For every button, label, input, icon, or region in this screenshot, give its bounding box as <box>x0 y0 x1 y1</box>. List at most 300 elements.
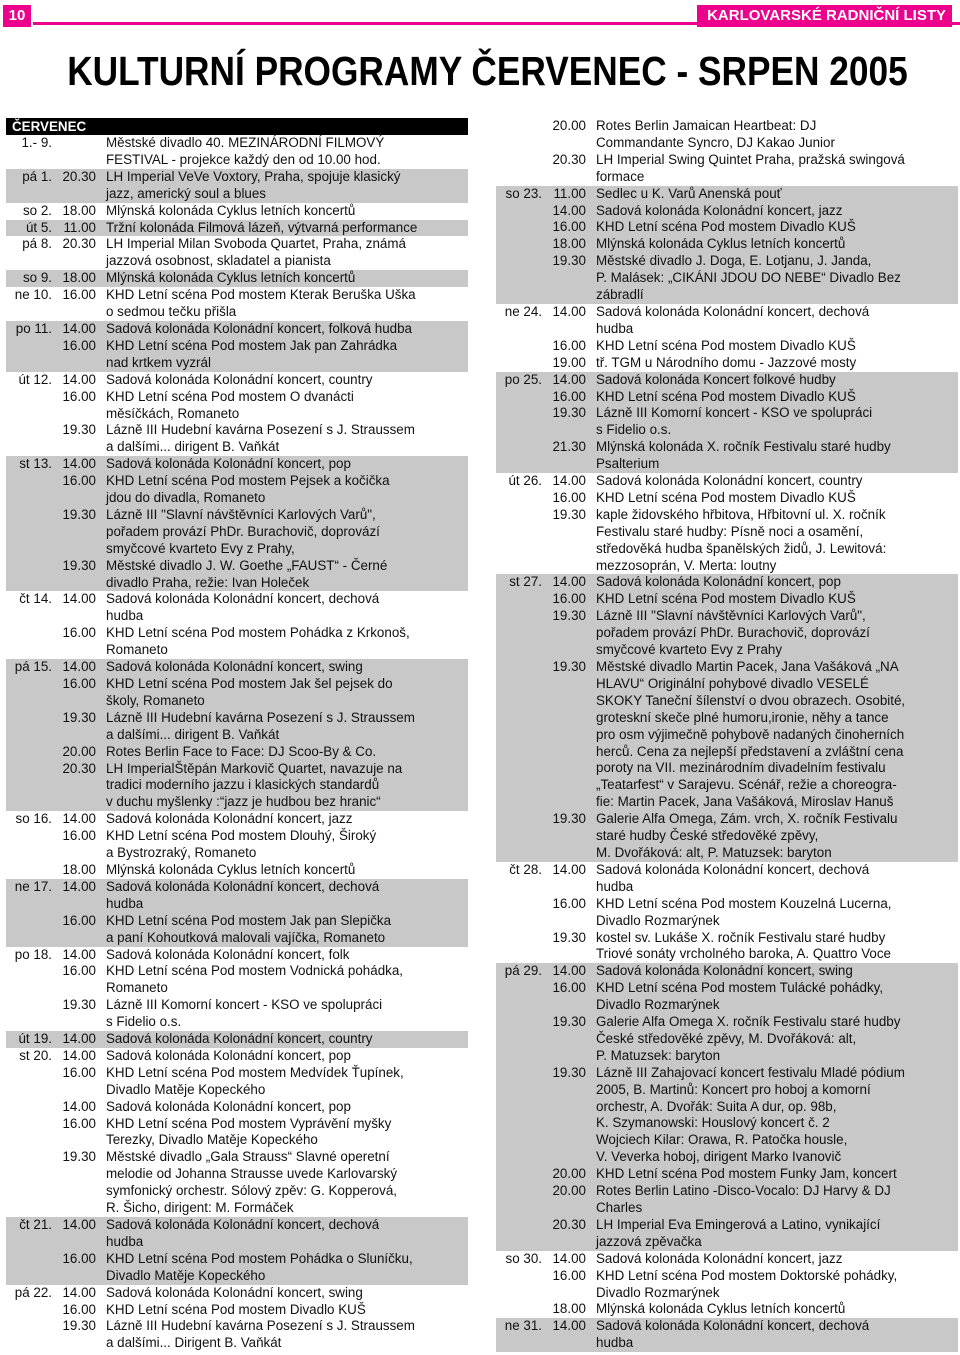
program-day <box>496 355 546 372</box>
program-time: 14.00 <box>62 946 96 962</box>
program-day: so 16. <box>15 811 52 827</box>
program-row <box>496 997 958 1014</box>
program-text: KHD Letní scéna Pod mostem Dlouhý, Široký <box>106 828 377 844</box>
program-row <box>496 321 958 338</box>
program-time <box>56 439 106 456</box>
program-row <box>496 1048 958 1065</box>
program-day <box>6 1251 56 1268</box>
program-text: Sadová kolonáda Kolonádní koncert, dechová <box>106 1217 380 1232</box>
program-row <box>6 1285 468 1302</box>
program-time: 14.00 <box>62 878 96 894</box>
program-time <box>546 422 596 439</box>
program-time <box>546 845 596 862</box>
program-time: 16.00 <box>62 963 96 979</box>
program-row <box>496 727 958 744</box>
program-row <box>6 845 468 862</box>
program-text: Mlýnská kolonáda Cyklus letních koncertů <box>106 270 356 286</box>
program-text: Mlýnská kolonáda Cyklus letních koncertů <box>596 1301 846 1317</box>
right-column <box>496 118 958 1352</box>
program-row <box>496 1200 958 1217</box>
program-day <box>496 896 546 913</box>
program-day <box>496 980 546 997</box>
program-day <box>496 405 546 422</box>
program-day <box>6 1318 56 1335</box>
program-day: so 30. <box>505 1250 542 1266</box>
program-time: 16.00 <box>552 591 586 607</box>
program-day: st 13. <box>19 456 52 472</box>
program-text: Triové sonáty vrcholného baroka, A. Quattro Voce <box>596 946 892 962</box>
program-day <box>6 845 56 862</box>
program-row <box>496 1014 958 1031</box>
program-time <box>546 760 596 777</box>
program-time: 19.30 <box>62 997 96 1013</box>
program-row <box>496 473 958 490</box>
program-day <box>6 980 56 997</box>
program-time: 19.30 <box>552 811 586 827</box>
program-text: Sadová kolonáda Kolonádní koncert, swing <box>106 1284 363 1300</box>
program-time: 14.00 <box>552 1318 586 1334</box>
program-day <box>6 710 56 727</box>
program-row <box>6 236 468 253</box>
program-day <box>6 541 56 558</box>
program-day <box>6 693 56 710</box>
program-row <box>496 1318 958 1335</box>
program-text: a Bystrozraký, Romaneto <box>106 845 257 861</box>
program-text: Divadlo Rozmarýnek <box>596 1284 720 1300</box>
program-row <box>6 1217 468 1234</box>
program-time: 16.00 <box>62 473 96 489</box>
program-row <box>496 659 958 676</box>
publication-name: KARLOVARSKÉ RADNIČNÍ LISTY <box>697 5 952 27</box>
program-text: Divadlo Rozmarýnek <box>596 997 720 1013</box>
program-text: orchestr, A. Dvořák: Suita A dur, op. 98b, <box>596 1098 837 1114</box>
program-text: „Teatarfest“ v Sarajevu. Scénář, režie a choreogra- <box>596 777 897 793</box>
program-row <box>496 1132 958 1149</box>
program-day <box>496 203 546 220</box>
program-text: poroty na VII. mezinárodním divadelním festivalu <box>596 760 886 776</box>
program-day <box>6 1082 56 1099</box>
program-text: Rotes Berlin Latino -Disco-Vocalo: DJ Harvy & DJ <box>596 1183 891 1199</box>
program-row <box>6 490 468 507</box>
header-bar <box>0 0 960 38</box>
program-day <box>496 625 546 642</box>
program-time <box>56 1014 106 1031</box>
program-text: KHD Letní scéna Pod mostem Pohádka o Sluníčku, <box>106 1250 413 1266</box>
program-text: KHD Letní scéna Pod mostem Kterak Beruška Uška <box>106 287 416 303</box>
program-time <box>56 794 106 811</box>
program-row <box>496 1217 958 1234</box>
program-row <box>6 761 468 778</box>
program-day <box>496 1268 546 1285</box>
program-text: středověká hudba španělských židů, J. Lewitová: <box>596 540 887 556</box>
program-day <box>496 710 546 727</box>
program-text: pořadem provází PhDr. Burachovič, doprovází <box>596 625 870 641</box>
program-text: Divadlo Rozmarýnek <box>596 912 720 928</box>
program-time <box>56 727 106 744</box>
page-number: 10 <box>3 5 31 27</box>
program-time <box>546 1335 596 1352</box>
program-text: Sadová kolonáda Kolonádní koncert, swing <box>106 659 363 675</box>
program-time <box>546 744 596 761</box>
program-day <box>6 744 56 761</box>
program-day <box>496 1082 546 1099</box>
program-day <box>496 389 546 406</box>
program-row <box>6 1318 468 1335</box>
program-text: KHD Letní scéna Pod mostem Funky Jam, koncert <box>596 1166 897 1182</box>
program-time <box>546 270 596 287</box>
program-time <box>546 1031 596 1048</box>
program-row <box>496 896 958 913</box>
program-day: ne 31. <box>504 1318 542 1334</box>
program-row <box>6 591 468 608</box>
program-text: Lázně III "Slavní návštěvníci Karlových Varů", <box>596 608 866 624</box>
program-row <box>6 930 468 947</box>
program-day <box>496 1301 546 1318</box>
program-day <box>496 828 546 845</box>
program-day <box>496 236 546 253</box>
program-time: 19.30 <box>552 929 586 945</box>
program-text: mezzosoprán, V. Merta: loutny <box>596 557 777 573</box>
program-time <box>56 1200 106 1217</box>
program-text: LH ImperialŠtěpán Markovič Quartet, navazuje na <box>106 760 403 776</box>
program-day: 1.- 9. <box>21 135 52 150</box>
left-column <box>6 118 468 1352</box>
program-row <box>496 1183 958 1200</box>
program-row <box>496 1115 958 1132</box>
program-text: KHD Letní scéna Pod mostem Pejsek a kočička <box>106 473 390 489</box>
program-time <box>546 456 596 473</box>
program-time <box>546 625 596 642</box>
program-day <box>496 727 546 744</box>
program-time: 14.00 <box>62 320 96 336</box>
program-text: KHD Letní scéna Pod mostem Jak pan Zahrádka <box>106 337 398 353</box>
program-row <box>496 1065 958 1082</box>
program-time: 19.30 <box>552 253 586 269</box>
program-time <box>546 1132 596 1149</box>
program-row <box>6 135 468 152</box>
program-text: Tržní kolonáda Filmová lázeň, výtvarná performance <box>106 219 418 235</box>
program-text: KHD Letní scéna Pod mostem Divadlo KUŠ <box>596 219 856 235</box>
program-day: pá 29. <box>504 963 542 979</box>
program-row <box>6 575 468 592</box>
program-day <box>496 1065 546 1082</box>
program-text: Sadová kolonáda Kolonádní koncert, pop <box>106 456 351 472</box>
program-day <box>496 946 546 963</box>
program-text: KHD Letní scéna Pod mostem Divadlo KUŠ <box>596 337 856 353</box>
program-time <box>56 152 106 169</box>
program-text: KHD Letní scéna Pod mostem Vodnická pohádka, <box>106 963 403 979</box>
program-time <box>56 490 106 507</box>
program-text: v duchu myšlenky :“jazz je hudbou bez hranic“ <box>106 794 381 810</box>
program-text: jazzová zpěvačka <box>596 1233 702 1249</box>
program-day <box>6 152 56 169</box>
program-row <box>6 304 468 321</box>
program-row <box>496 1234 958 1251</box>
program-time: 11.00 <box>553 185 586 201</box>
program-day <box>6 422 56 439</box>
program-row <box>496 963 958 980</box>
program-text: kostel sv. Lukáše X. ročník Festivalu staré hudby <box>596 929 886 945</box>
program-time: 20.00 <box>552 118 586 133</box>
program-time: 18.00 <box>552 1301 586 1317</box>
program-time: 14.00 <box>62 371 96 387</box>
program-day: čt 21. <box>19 1217 52 1232</box>
program-text: Městské divadlo 40. MEZINÁRODNÍ FILMOVÝ <box>106 135 385 150</box>
program-text: kaple židovského hřbitova, Hřbitovní ul. X. ročník <box>596 506 886 522</box>
program-time <box>546 794 596 811</box>
program-row <box>496 693 958 710</box>
program-time: 19.30 <box>552 506 586 522</box>
program-text: jdou do divadla, Romaneto <box>106 490 266 506</box>
program-text: Lázně III Hudební kavárna Posezení s J. Straussem <box>106 422 415 438</box>
program-row <box>496 777 958 794</box>
program-text: Psalterium <box>596 456 660 472</box>
program-row <box>6 253 468 270</box>
program-row <box>496 355 958 372</box>
program-text: LH Imperial Eva Emingerová a Latino, vynikající <box>596 1216 881 1232</box>
program-text: 2005, B. Martinů: Koncert pro hoboj a komorní <box>596 1081 871 1097</box>
program-day <box>496 913 546 930</box>
program-day: út 19. <box>18 1031 52 1047</box>
program-row <box>496 913 958 930</box>
program-text: Charles <box>596 1200 643 1215</box>
program-day <box>6 558 56 575</box>
program-time: 14.00 <box>62 659 96 675</box>
program-row <box>6 220 468 237</box>
program-time <box>56 575 106 592</box>
program-time: 16.00 <box>552 388 586 404</box>
program-row <box>496 1166 958 1183</box>
program-time: 14.00 <box>552 574 586 590</box>
program-time: 18.00 <box>62 202 96 218</box>
program-row <box>496 1082 958 1099</box>
program-text: KHD Letní scéna Pod mostem Medvídek Ťupínek, <box>106 1064 404 1080</box>
program-row <box>6 710 468 727</box>
program-day <box>6 1099 56 1116</box>
program-text: LH Imperial VeVe Voxtory, Praha, spojuje klasický <box>106 168 401 184</box>
program-day <box>496 659 546 676</box>
program-row <box>6 270 468 287</box>
program-row <box>496 1099 958 1116</box>
program-day <box>6 304 56 321</box>
program-row <box>6 355 468 372</box>
program-text: Lázně III "Slavní návštěvníci Karlových Varů", <box>106 506 376 522</box>
program-day <box>6 930 56 947</box>
program-row <box>496 186 958 203</box>
program-time: 14.00 <box>62 811 96 827</box>
program-day <box>496 287 546 304</box>
program-day <box>6 338 56 355</box>
program-text: M. Dvořáková: alt, P. Matuzsek: baryton <box>596 844 832 860</box>
program-text: Mlýnská kolonáda Cyklus letních koncertů <box>596 236 846 252</box>
program-row <box>6 1065 468 1082</box>
program-row <box>496 287 958 304</box>
program-time: 20.00 <box>552 1183 586 1199</box>
program-time: 14.00 <box>62 1217 96 1232</box>
program-day <box>496 439 546 456</box>
program-day <box>496 490 546 507</box>
program-day <box>496 1132 546 1149</box>
program-time <box>56 186 106 203</box>
program-day <box>496 1166 546 1183</box>
program-row <box>6 1014 468 1031</box>
program-time: 19.30 <box>62 506 96 522</box>
program-text: Lázně III Hudební kavárna Posezení s J. Straussem <box>106 709 415 725</box>
program-day <box>6 676 56 693</box>
program-row <box>496 338 958 355</box>
program-day <box>496 1149 546 1166</box>
program-time <box>546 135 596 152</box>
program-row <box>6 608 468 625</box>
program-row <box>6 1200 468 1217</box>
program-day: út 26. <box>508 473 542 489</box>
program-text: Divadlo Matěje Kopeckého <box>106 1081 266 1097</box>
program-day <box>6 862 56 879</box>
program-time: 18.00 <box>62 270 96 286</box>
program-time <box>56 1183 106 1200</box>
program-time <box>546 1115 596 1132</box>
program-day: út 5. <box>25 219 52 235</box>
program-time: 14.00 <box>552 963 586 979</box>
program-row <box>6 1335 468 1352</box>
program-day <box>6 1116 56 1133</box>
program-time <box>546 541 596 558</box>
program-row <box>6 1234 468 1251</box>
program-time: 16.00 <box>62 388 96 404</box>
program-time <box>546 879 596 896</box>
program-row <box>496 389 958 406</box>
program-row <box>6 896 468 913</box>
program-time <box>546 1082 596 1099</box>
program-text: Romaneto <box>106 642 168 658</box>
program-text: herců. Cena za nejlepší představení a zvláštní cena <box>596 743 904 759</box>
program-day <box>6 355 56 372</box>
program-time: 20.30 <box>62 236 96 252</box>
program-row <box>6 862 468 879</box>
program-time <box>546 997 596 1014</box>
program-day <box>496 845 546 862</box>
program-row <box>6 963 468 980</box>
program-row <box>6 152 468 169</box>
program-day <box>6 1234 56 1251</box>
program-day <box>496 777 546 794</box>
program-row <box>6 676 468 693</box>
program-row <box>496 946 958 963</box>
program-day <box>6 1149 56 1166</box>
program-day: so 9. <box>22 270 52 286</box>
program-row <box>6 558 468 575</box>
program-time: 20.30 <box>552 1216 586 1232</box>
program-row <box>6 287 468 304</box>
program-day: pá 22. <box>14 1284 52 1300</box>
program-time <box>546 727 596 744</box>
program-time <box>56 777 106 794</box>
program-time <box>56 1132 106 1149</box>
program-day <box>496 524 546 541</box>
program-time: 14.00 <box>62 1284 96 1300</box>
program-text: jazzová osobnost, skladatel a pianista <box>106 253 331 269</box>
program-time: 16.00 <box>552 489 586 505</box>
program-row <box>496 591 958 608</box>
program-text: KHD Letní scéna Pod mostem O dvanácti <box>106 388 354 404</box>
program-text: P. Matuzsek: baryton <box>596 1047 721 1063</box>
program-row <box>6 524 468 541</box>
program-day <box>6 1302 56 1319</box>
program-text: K. Szymanowski: Houslový koncert č. 2 <box>596 1115 830 1131</box>
program-text: Městské divadlo „Gala Strauss“ Slavné operetní <box>106 1149 390 1165</box>
program-row <box>6 1132 468 1149</box>
program-row <box>496 118 958 135</box>
program-text: Lázně III Hudební kavárna Posezení s J. Straussem <box>106 1318 415 1334</box>
program-row <box>496 524 958 541</box>
program-row <box>6 203 468 220</box>
program-day: ne 24. <box>504 303 542 319</box>
program-day <box>6 1132 56 1149</box>
program-text: LH Imperial Milan Svoboda Quartet, Praha, známá <box>106 236 406 252</box>
program-text: Festivalu staré hudby: Písně noci a osamění, <box>596 523 864 539</box>
program-text: KHD Letní scéna Pod mostem Jak pan Slepička <box>106 912 392 928</box>
program-text: KHD Letní scéna Pod mostem Kouzelná Lucerna, <box>596 895 892 911</box>
program-text: a dalšími... dirigent B. Vaňkát <box>106 726 280 742</box>
program-row <box>6 980 468 997</box>
program-day: ne 10. <box>14 287 52 303</box>
program-day <box>496 507 546 524</box>
program-time: 20.00 <box>62 743 96 759</box>
program-time: 16.00 <box>62 1064 96 1080</box>
program-row <box>496 574 958 591</box>
program-row <box>496 253 958 270</box>
program-text: pro osm výjimečně pohybově nadaných činoherních <box>596 726 905 742</box>
program-day <box>6 625 56 642</box>
program-day <box>6 896 56 913</box>
program-row <box>496 980 958 997</box>
program-row <box>496 879 958 896</box>
program-day: so 2. <box>22 202 52 218</box>
program-row <box>496 1268 958 1285</box>
program-day <box>6 1183 56 1200</box>
program-time: 19.30 <box>552 1014 586 1030</box>
program-text: KHD Letní scéna Pod mostem Tulácké pohádky, <box>596 980 884 996</box>
program-time <box>56 1234 106 1251</box>
program-day <box>496 135 546 152</box>
program-row <box>6 744 468 761</box>
program-day <box>496 811 546 828</box>
program-day: st 27. <box>509 574 542 590</box>
program-time <box>56 693 106 710</box>
program-time <box>546 524 596 541</box>
program-text: tradici moderního jazzu i klasických standardů <box>106 777 380 793</box>
program-time <box>546 1048 596 1065</box>
program-day <box>6 608 56 625</box>
program-row <box>496 304 958 321</box>
program-time: 14.00 <box>62 591 96 607</box>
program-day <box>496 1200 546 1217</box>
program-text: Sadová kolonáda Kolonádní koncert, pop <box>596 574 841 590</box>
program-day <box>496 930 546 947</box>
program-time <box>56 1268 106 1285</box>
program-time <box>56 541 106 558</box>
program-row <box>496 608 958 625</box>
program-text: Sadová kolonáda Kolonádní koncert, dechová <box>106 591 380 607</box>
program-time: 16.00 <box>62 912 96 928</box>
program-text: KHD Letní scéna Pod mostem Divadlo KUŠ <box>596 388 856 404</box>
program-row <box>496 1251 958 1268</box>
program-text: měsíčkách, Romaneto <box>106 405 240 421</box>
program-day <box>496 997 546 1014</box>
program-time <box>546 777 596 794</box>
program-row <box>6 997 468 1014</box>
program-day <box>496 219 546 236</box>
